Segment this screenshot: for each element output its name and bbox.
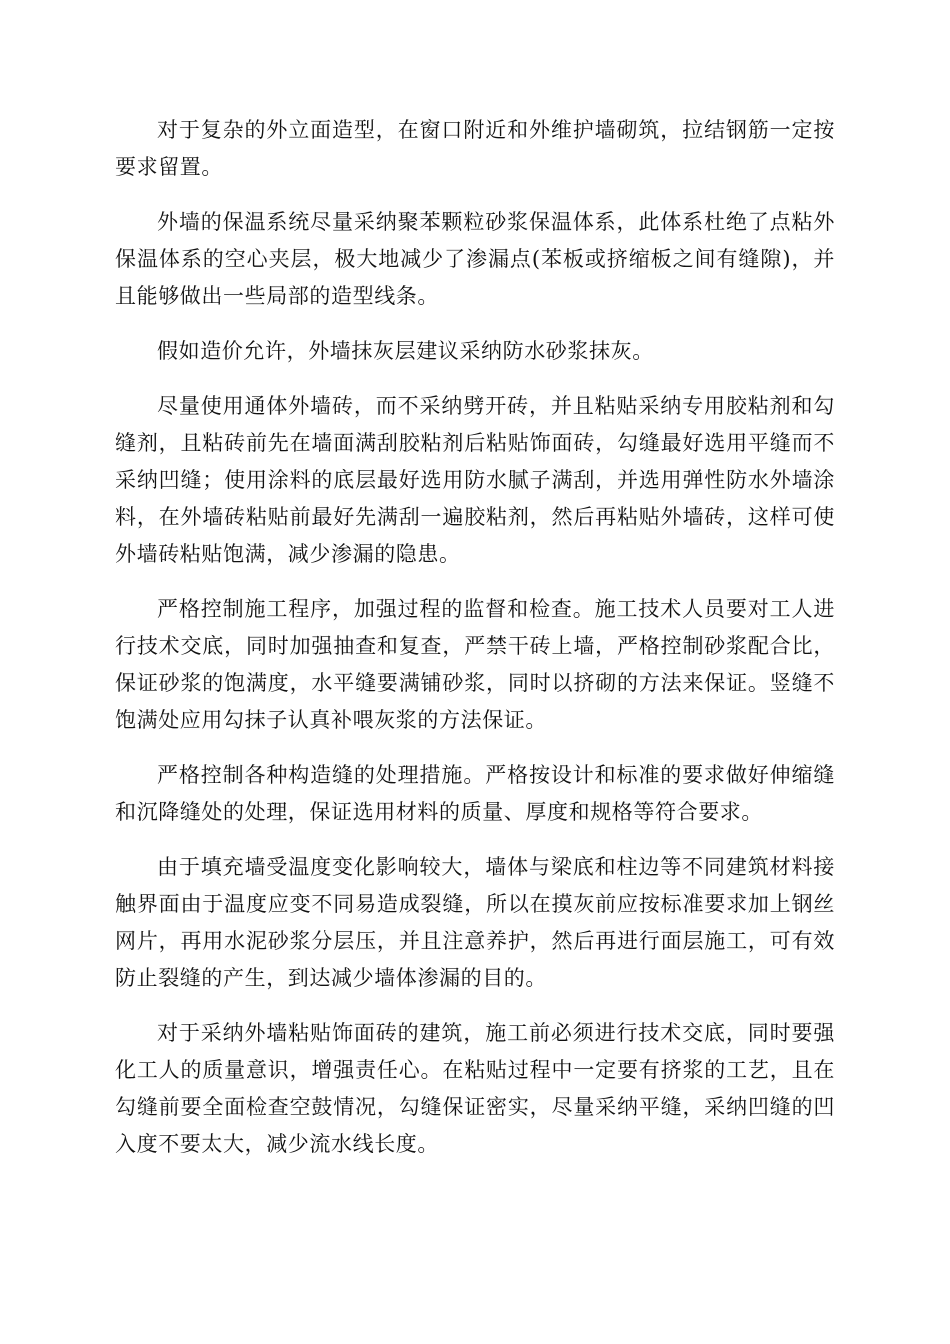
paragraph-facing-tiles: 对于采纳外墙粘贴饰面砖的建筑，施工前必须进行技术交底，同时要强化工人的质量意识，增强责任心。在粘贴过程中一定要有挤浆的工艺，且在勾缝前要全面检查空鼓情况，勾缝保证密实，尽量采纳平缝，采纳凹缝的凹入度不要太大，减少流水线长度。 — [115, 1021, 835, 1156]
paragraph-construction-control: 严格控制施工程序，加强过程的监督和检查。施工技术人员要对工人进行技术交底，同时加强抽查和复查，严禁干砖上墙，严格控制砂浆配合比，保证砂浆的饱满度，水平缝要满铺砂浆，同时以挤砌的方法来保证。竖缝不饱满处应用勾抹子认真补喂灰浆的方法保证。 — [115, 597, 835, 732]
document-body — [115, 112, 835, 1181]
paragraph-insulation-system: 外墙的保温系统尽量采纳聚苯颗粒砂浆保温体系，此体系杜绝了点粘外保温体系的空心夹层，极大地减少了渗漏点(苯板或挤缩板之间有缝隙)，并且能够做出一些局部的造型线条。 — [115, 210, 835, 308]
paragraph-wall-tiles: 尽量使用通体外墙砖，而不采纳劈开砖，并且粘贴采纳专用胶粘剂和勾缝剂，且粘砖前先在墙面满刮胶粘剂后粘贴饰面砖，勾缝最好选用平缝而不采纳凹缝；使用涂料的底层最好选用防水腻子满刮，并选用弹性防水外墙涂料，在外墙砖粘贴前最好先满刮一遍胶粘剂，然后再粘贴外墙砖，这样可使外墙砖粘贴饱满，减少渗漏的隐患。 — [115, 394, 835, 566]
paragraph-structural-joints: 严格控制各种构造缝的处理措施。严格按设计和标准的要求做好伸缩缝和沉降缝处的处理，保证选用材料的质量、厚度和规格等符合要求。 — [115, 763, 835, 824]
paragraph-waterproof-mortar: 假如造价允许，外墙抹灰层建议采纳防水砂浆抹灰。 — [157, 339, 654, 363]
paragraph-facade-tie-bars: 对于复杂的外立面造型，在窗口附近和外维护墙砌筑，拉结钢筋一定按要求留置。 — [115, 118, 835, 179]
paragraph-temperature-cracks: 由于填充墙受温度变化影响较大，墙体与梁底和柱边等不同建筑材料接触界面由于温度应变不同易造成裂缝，所以在摸灰前应按标准要求加上钢丝网片，再用水泥砂浆分层压，并且注意养护，然后再进行面层施工，可有效防止裂缝的产生，到达减少墙体渗漏的目的。 — [115, 855, 835, 990]
